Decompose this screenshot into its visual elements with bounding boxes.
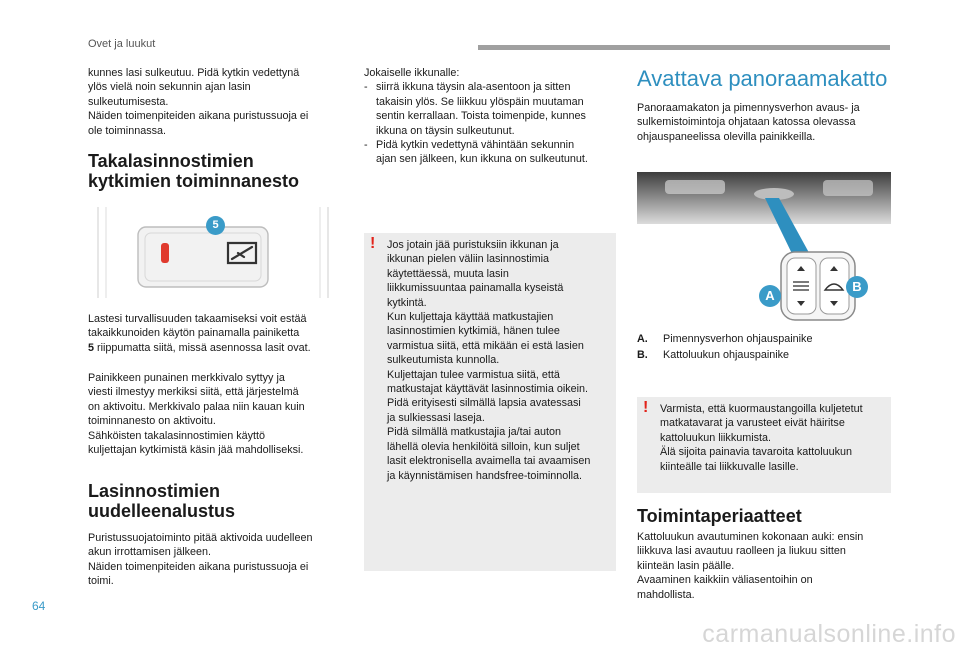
col1-para3: Puristussuojatoiminto pitää aktivoida uudelleen akun irrottamisen jälkeen. Näiden toimenpiteiden aikana puristussuoja ei toimi.: [88, 532, 313, 588]
heading-window-reinit: Lasinnostimien uudelleenalustus: [88, 481, 236, 521]
red-indicator-light: [161, 243, 169, 263]
col1-para1: Lastesi turvallisuuden takaamiseksi voit estää takaikkunoiden käytön painamalla painiketta 5 riippumatta siitä, missä asennossa lasit ovat.: [88, 313, 311, 354]
col2-steps: Jokaiselle ikkunalle: - siirrä ikkuna täysin ala-asentoon ja sitten takaisin ylös. Se liikkuu ylöspäin muutaman sentin kerrallaan. Toista toimenpide, kunnes ikkuna on täysin sulkeutunut. - Pidä kytkin vedettynä vähintään sekunnin ajan sen jälkeen, kun ikkuna on sulkeutunut.: [364, 66, 616, 167]
warning-icon: !: [643, 399, 649, 416]
warning-box-pinch: ! Jos jotain jää puristuksiin ikkunan ja ikkunan pielen väliin lasinnostimia käytettäessä, muuta lasin liikkumissuuntaa painamalla kyseistä kytkintä. Kun kuljettaja käyttää matkustajien lasinnostimien kytkimiä, hänen tulee varmistua siitä, että mikään ei estä lasien sulkeutumista kunnolla. Kuljettajan tulee varmistua siitä, että matkustajat käyttävät lasinnostimia oikein. Pidä erityisesti silmällä lapsia avatessasi ja sulkiessasi laseja. Pidä silmällä matkustajia ja/tai auton lähellä olevia henkilöitä silloin, kun suljet lasit elektronisella avaimella tai avaamisen ja käynnistämisen handsfree-toiminnolla.: [364, 233, 616, 571]
callout-5: 5: [206, 216, 225, 235]
button-ref-5: 5: [88, 341, 95, 354]
col1-para2: Painikkeen punainen merkkivalo syttyy ja viesti ilmestyy merkiksi siitä, että järjestelmä on aktivoitu. Merkkivalo palaa niin kauan kuin toiminnanesto on aktivoitu. Sähköisten takalasinnostimien käyttö kuljettajan kytkimistä käsin jää mahdolliseksi.: [88, 372, 305, 457]
page-number: 64: [32, 599, 46, 613]
col3-intro: Panoraamakaton ja pimennysverhon avaus- ja sulkemistoimintoja ohjataan katossa olevassa ohjauspaneelissa olevilla painikkeilla.: [637, 102, 860, 143]
warning-box-roof: ! Varmista, että kuormaustangoilla kuljetetut matkatavarat ja varusteet eivät häiritse kattoluukun liikkumista. Älä sijoita painavia tavaroita kattoluukun kiinteälle tai liikkuvalle lasille.: [637, 397, 891, 493]
watermark: carmanualsonline.info: [702, 620, 956, 648]
header-rule: [478, 45, 890, 50]
heading-rear-window-lock: Takalasinnostimien kytkimien toiminnanesto: [88, 151, 300, 191]
warning-icon: !: [370, 235, 376, 252]
running-header: Ovet ja luukut: [88, 38, 156, 50]
callout-a: A: [759, 285, 781, 307]
col1-intro: kunnes lasi sulkeutuu. Pidä kytkin vedettynä ylös vielä noin sekunnin ajan lasin sulkeutumisesta. Näiden toimenpiteiden aikana puristussuoja ei ole toiminnassa.: [88, 67, 309, 137]
step-item: - siirrä ikkuna täysin ala-asentoon ja sitten takaisin ylös. Se liikkuu ylöspäin muutaman sentin kerrallaan. Toista toimenpide, kunnes ikkuna on täysin sulkeutunut.: [364, 80, 616, 138]
col3-para: Kattoluukun avautuminen kokonaan auki: ensin liikkuva lasi avautuu raolleen ja liukuu sitten kiinteän lasin päälle. Avaaminen kaikkiin väliasentoihin on mahdollista.: [637, 531, 864, 601]
heading-panoramic-roof: Avattava panoraamakatto: [637, 66, 888, 91]
step-item: - Pidä kytkin vedettynä vähintään sekunnin ajan sen jälkeen, kun ikkuna on sulkeutunut.: [364, 138, 616, 167]
callout-b: B: [846, 276, 868, 298]
legend-item-b: B. Kattoluukun ohjauspainike: [637, 349, 790, 361]
heading-operating-principles: Toimintaperiaatteet: [637, 506, 802, 526]
legend-item-a: A. Pimennysverhon ohjauspainike: [637, 333, 813, 345]
